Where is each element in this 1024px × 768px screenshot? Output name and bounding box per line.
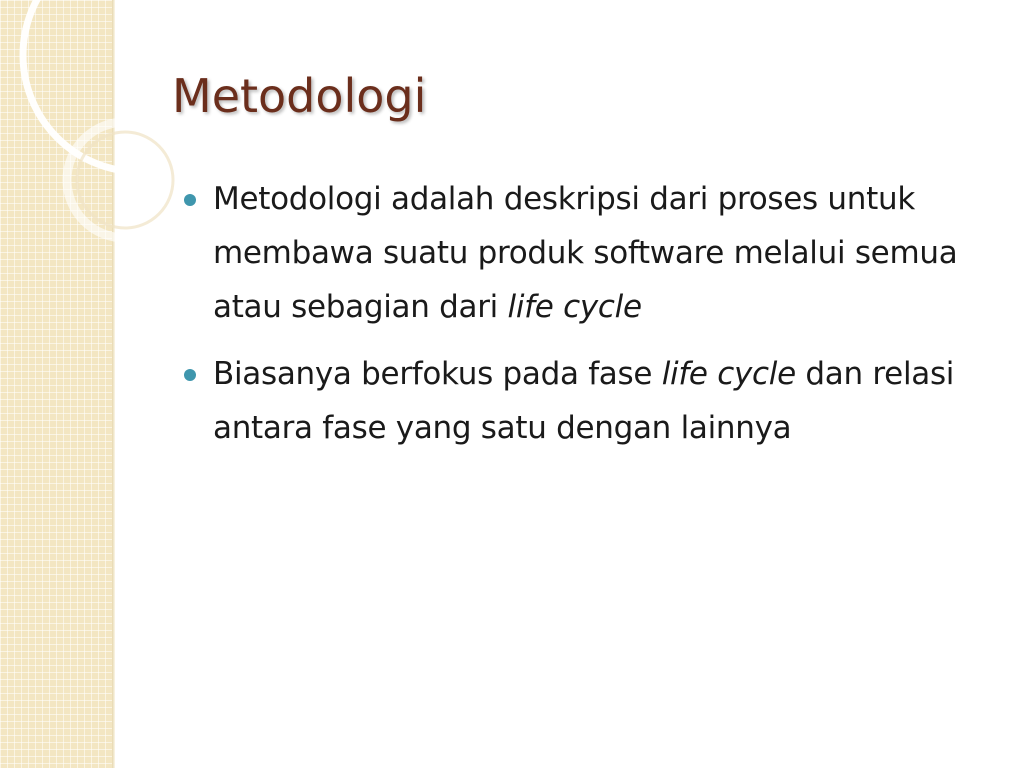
bullet-text-part: Biasanya berfokus pada fase — [213, 356, 662, 392]
decorative-ring-inner-soft — [77, 132, 173, 228]
bullet-text-part: dan relasi antara fase yang satu dengan lainnya — [213, 356, 955, 446]
bullet-dot-icon — [184, 369, 196, 381]
bullet-text-italic: life cycle — [507, 289, 642, 325]
bullet-item — [181, 172, 991, 334]
bullet-item — [181, 347, 991, 455]
decorative-ring-inner — [67, 122, 183, 238]
bullet-text-italic: life cycle — [661, 356, 796, 392]
bullet-dot-icon — [184, 194, 196, 206]
bullet-list — [181, 172, 991, 468]
slide-title: Metodologi — [172, 69, 427, 123]
bullet-text-part: Metodologi adalah deskripsi dari proses untuk membawa suatu produk software melalui semua atau sebagian dari — [213, 181, 958, 325]
